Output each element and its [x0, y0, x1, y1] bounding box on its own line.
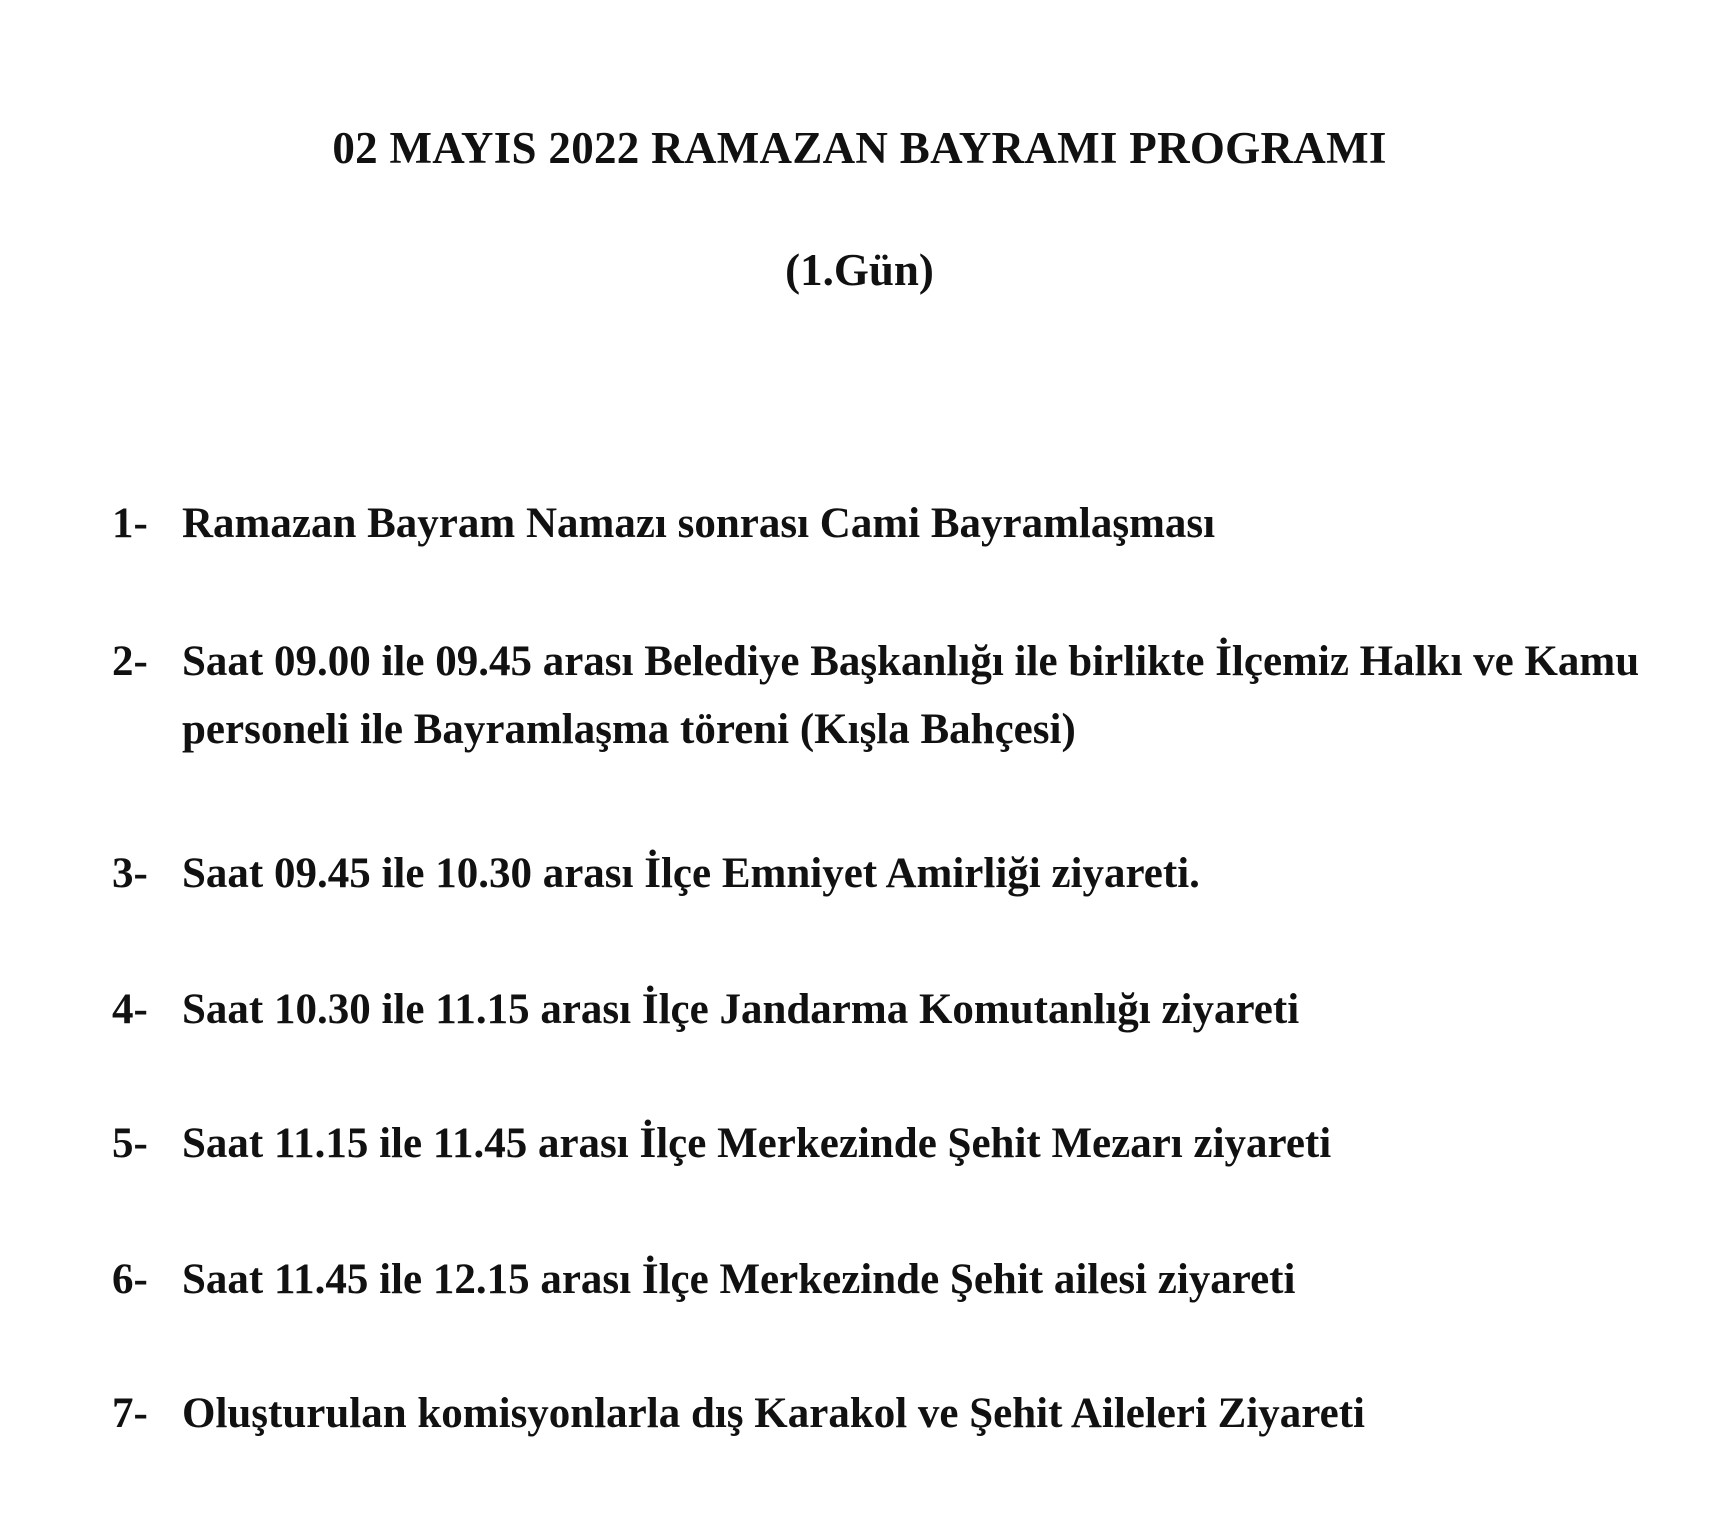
document-title: 02 MAYIS 2022 RAMAZAN BAYRAMI PROGRAMI: [332, 123, 1387, 173]
item-number: 5-: [112, 1120, 148, 1167]
item-number: 3-: [112, 850, 148, 897]
item-number: 1-: [112, 500, 148, 547]
item-text: Saat 10.30 ile 11.15 arası İlçe Jandarma Komutanlığı ziyareti: [182, 986, 1300, 1033]
document-subtitle: (1.Gün): [785, 245, 934, 295]
item-text: Saat 09.00 ile 09.45 arası Belediye Başkanlığı ile birlikte İlçemiz Halkı ve Kamu personeli ile Bayramlaşma töreni (Kışla Bahçesi): [182, 638, 1640, 753]
item-text: Saat 11.45 ile 12.15 arası İlçe Merkezinde Şehit ailesi ziyareti: [182, 1256, 1296, 1303]
item-text: Saat 09.45 ile 10.30 arası İlçe Emniyet Amirliği ziyareti.: [182, 850, 1200, 897]
item-number: 7-: [112, 1390, 148, 1437]
item-number: 6-: [112, 1256, 148, 1303]
item-text: Saat 11.15 ile 11.45 arası İlçe Merkezinde Şehit Mezarı ziyareti: [182, 1120, 1332, 1167]
item-text: Ramazan Bayram Namazı sonrası Cami Bayramlaşması: [182, 500, 1216, 547]
item-text: Oluşturulan komisyonlarla dış Karakol ve Şehit Aileleri Ziyareti: [182, 1390, 1365, 1437]
item-number: 4-: [112, 986, 148, 1033]
item-number: 2-: [112, 638, 148, 685]
